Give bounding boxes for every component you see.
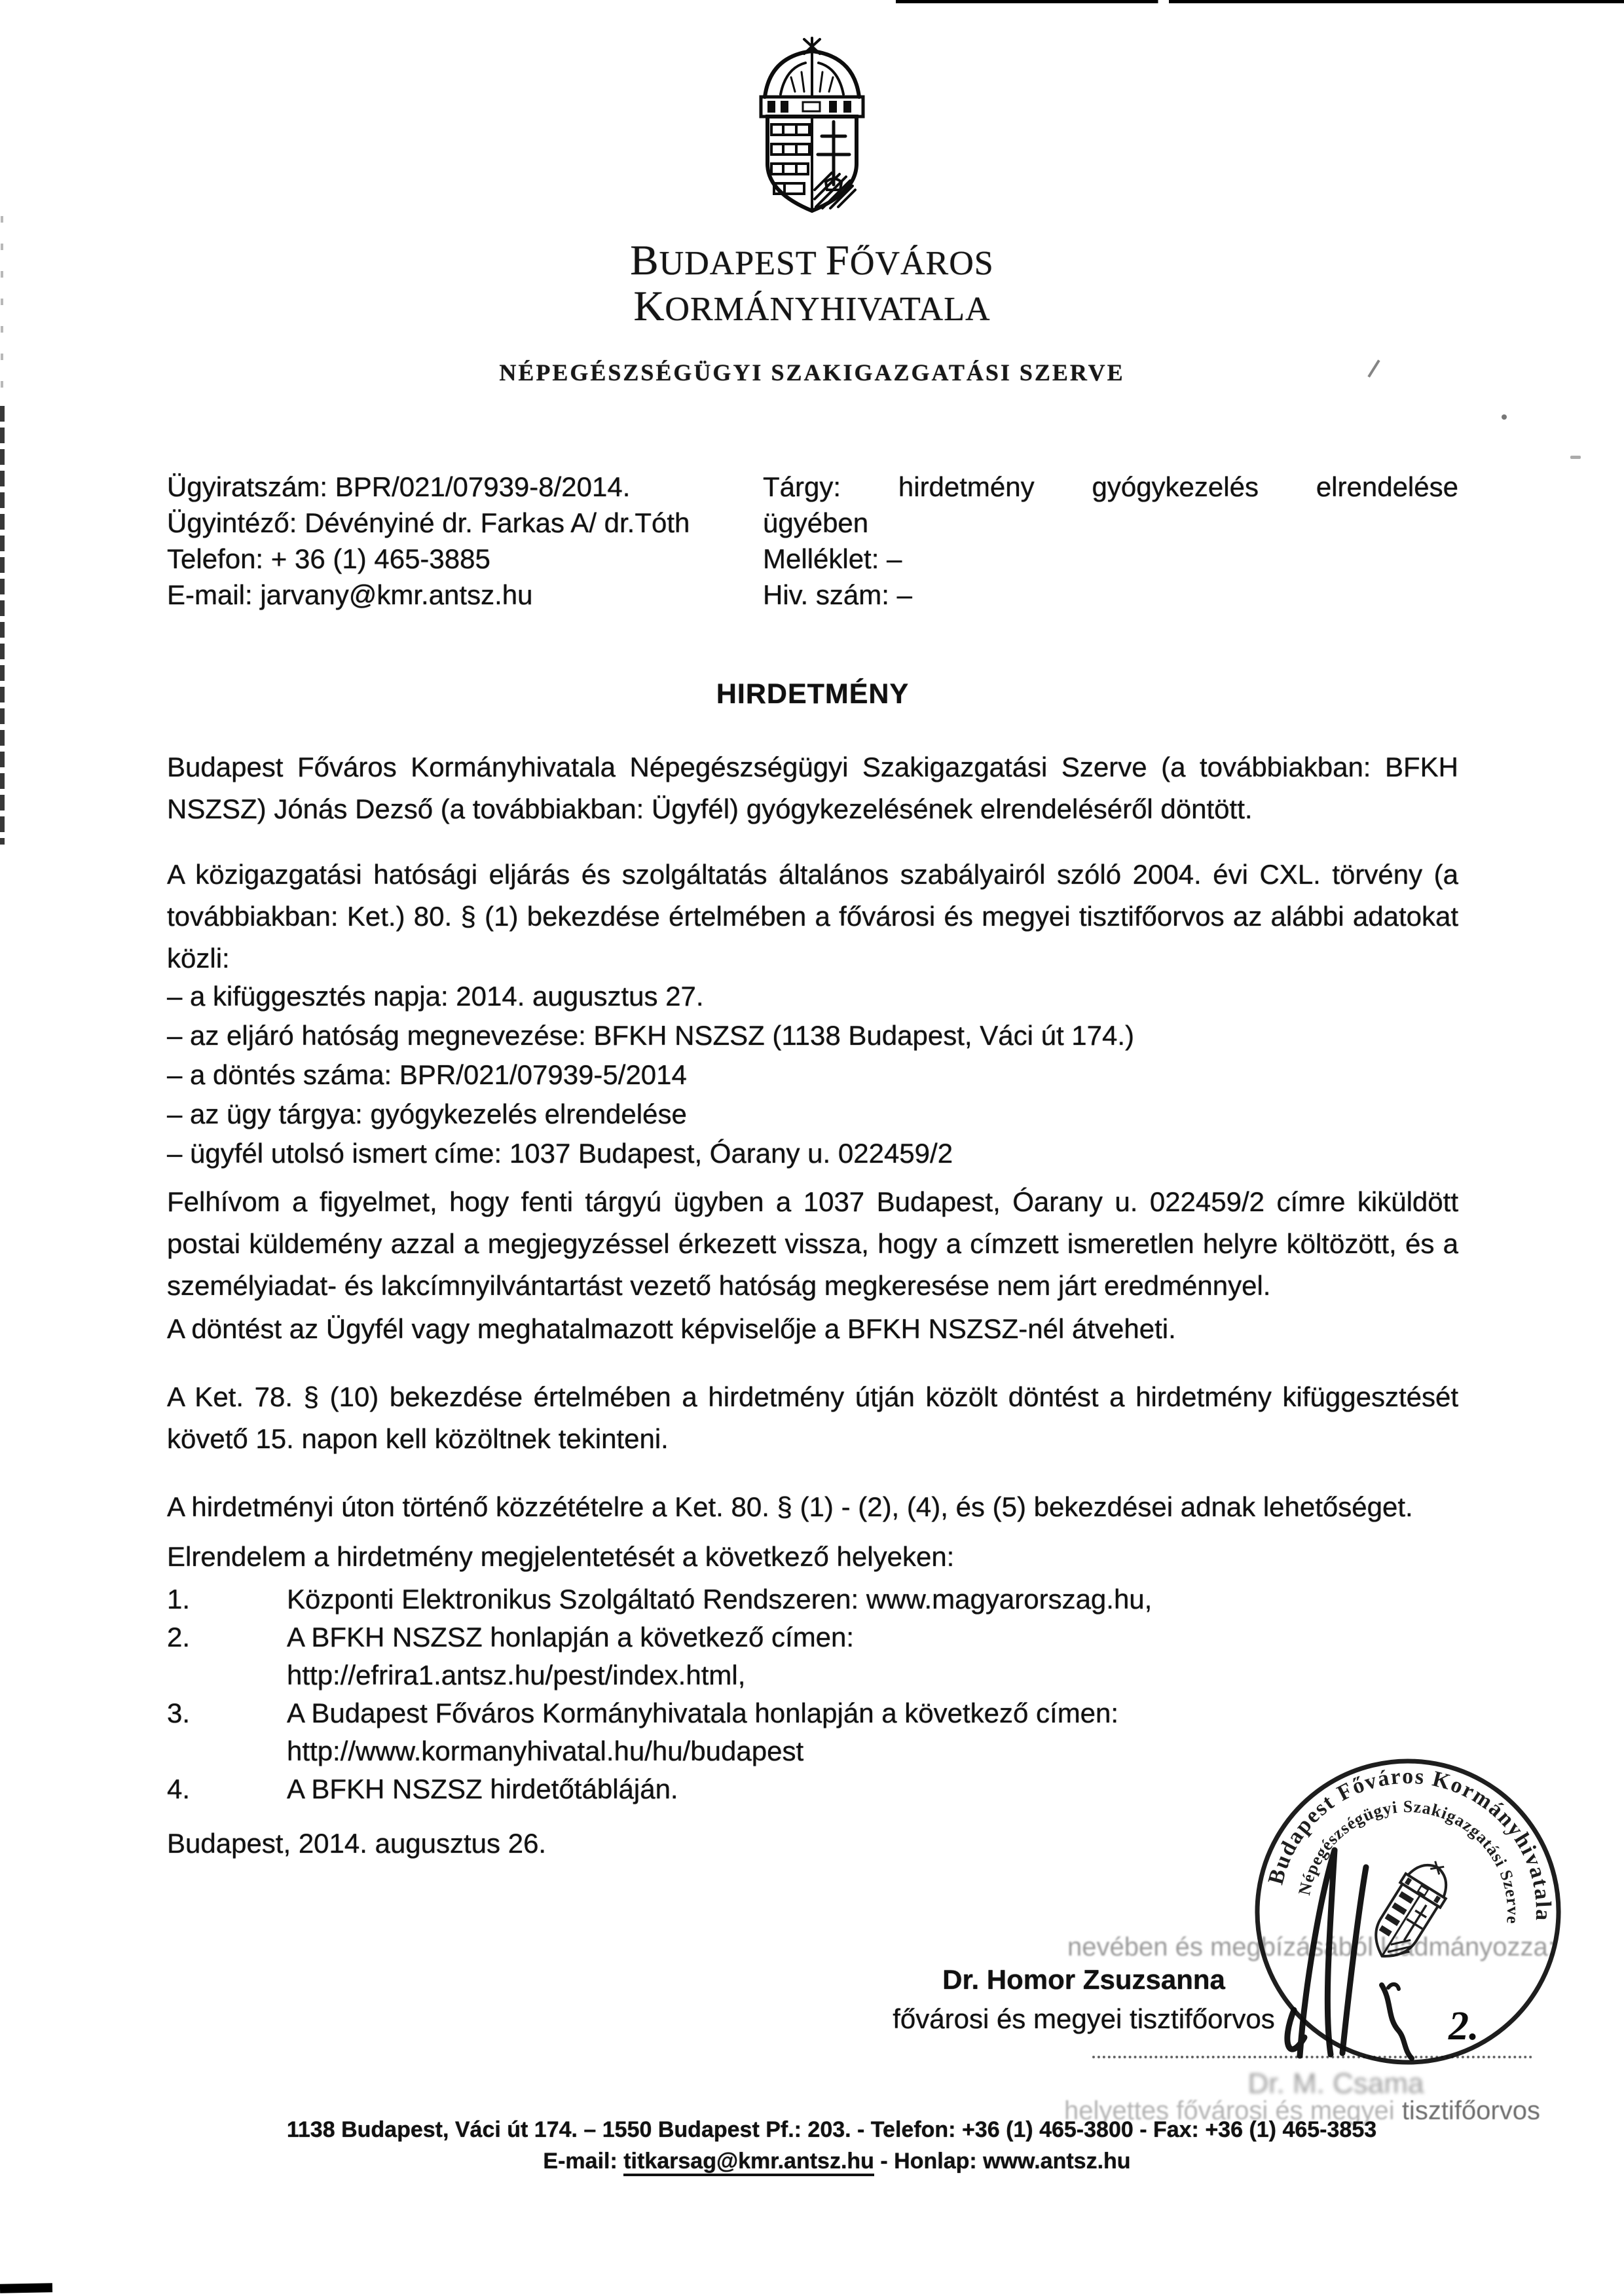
footer-address-line: 1138 Budapest, Váci út 174. – 1550 Budapest Pf.: 203. - Telefon: +36 (1) 465-3800 - Fax: +36 (1) 465-3853 <box>286 2117 1377 2142</box>
numbered-item-url <box>167 1656 1458 1694</box>
list-item: – az ügy tárgya: gyógykezelés elrendelése <box>167 1099 687 1129</box>
paragraph-order-publication: Elrendelem a hirdetmény megjelentetését a következő helyeken: <box>167 1541 955 1572</box>
case-meta-right <box>763 469 1458 613</box>
item-number <box>167 1656 287 1694</box>
attachment-line: Melléklet: – <box>763 543 902 574</box>
footer-homepage: - Honlap: www.antsz.hu <box>874 2149 1131 2174</box>
subject-line <box>763 469 1458 505</box>
numbered-item <box>167 1618 1458 1656</box>
subject-word: elrendelése <box>1316 471 1458 502</box>
item-number: 4. <box>167 1774 191 1804</box>
paragraph-pickup: A döntést az Ügyfél vagy meghatalmazott képviselője a BFKH NSZSZ-nél átveheti. <box>167 1313 1176 1344</box>
scan-speck <box>1570 456 1581 459</box>
date-line: Budapest, 2014. augusztus 26. <box>167 1828 547 1859</box>
numbered-item <box>167 1580 1458 1618</box>
footer-contact-line <box>50 2149 1624 2174</box>
footer-email-label: E-mail: <box>543 2149 624 2174</box>
org-initial: K <box>633 283 665 330</box>
org-name-line2 <box>0 283 1624 330</box>
paragraph-ket-80: A hirdetményi úton történő közzétételre a Ket. 80. § (1) - (2), (4), és (5) bekezdései adnak lehetőséget. <box>167 1491 1413 1522</box>
scan-speck <box>1502 414 1507 420</box>
org-text: ORMÁNYHIVATALA <box>665 291 991 328</box>
item-number: 1. <box>167 1584 191 1614</box>
case-number: Ügyiratszám: BPR/021/07939-8/2014. <box>167 471 631 502</box>
deputy-signer-name-faint: Dr. M. Csama <box>1247 2068 1424 2100</box>
stamp-inner-ring-text: Népegészségügyi Szakigazgatási Szerve <box>1295 1796 1523 1925</box>
case-officer: Ügyintéző: Dévényiné dr. Farkas A/ dr.Tóth <box>167 507 690 538</box>
reference-number-line: Hiv. szám: – <box>763 579 912 610</box>
list-item: – a döntés száma: BPR/021/07939-5/2014 <box>167 1059 687 1090</box>
org-initial: B <box>630 237 659 284</box>
org-name-line1 <box>0 237 1624 284</box>
handwritten-signature <box>1231 1794 1572 2095</box>
list-item: – a kifüggesztés napja: 2014. augusztus 27. <box>167 981 704 1011</box>
org-division-name: NÉPEGÉSZSÉGÜGYI SZAKIGAZGATÁSI SZERVE <box>499 359 1125 386</box>
signer-title: fővárosi és megyei tisztifőorvos <box>893 2003 1275 2034</box>
item-url: http://www.kormanyhivatal.hu/hu/budapest <box>287 1736 804 1766</box>
authorization-faint-line: nevében és megbízásából kiadmányozza: <box>1067 1933 1555 1961</box>
org-text: UDAPEST <box>659 245 826 282</box>
org-initial: F <box>825 237 850 284</box>
item-number: 2. <box>167 1622 191 1652</box>
item-url: http://efrira1.antsz.hu/pest/index.html, <box>287 1660 746 1690</box>
item-number <box>167 1732 287 1770</box>
subject-word: hirdetmény <box>898 471 1035 502</box>
subject-label: Tárgy: <box>763 471 841 502</box>
paragraph-intro: Budapest Főváros Kormányhivatala Népegészségügyi Szakigazgatási Szerve (a továbbiakban: BFKH NSZSZ) Jónás Dezső (a továbbiakban: Ügyfél) gyógykezelésének elrendeléséről döntött. <box>167 752 1458 824</box>
item-text: Központi Elektronikus Szolgáltató Rendszeren: www.magyarorszag.hu, <box>287 1584 1153 1614</box>
footer-email-address: titkarsag@kmr.antsz.hu <box>623 2149 874 2176</box>
case-meta-left <box>167 469 756 613</box>
item-text: A Budapest Főváros Kormányhivatala honlapján a következő címen: <box>287 1698 1119 1728</box>
case-email: E-mail: jarvany@kmr.antsz.hu <box>167 579 533 610</box>
paragraph-ket-78: A Ket. 78. § (10) bekezdése értelmében a hirdetmény útján közölt döntést a hirdetmény kifüggesztését követő 15. napon kell közöltnek tekinteni. <box>167 1381 1458 1454</box>
subject-word: gyógykezelés <box>1092 471 1259 502</box>
deputy-title-dark: tisztifőorvos <box>1401 2096 1540 2125</box>
scan-artifact-left-edge <box>0 406 5 845</box>
numbered-item <box>167 1694 1458 1732</box>
scan-artifact-top-line <box>896 0 1624 3</box>
paragraph-legal-basis: A közigazgatási hatósági eljárás és szolgáltatás általános szabályairól szóló 2004. évi CXL. törvény (a továbbiakban: Ket.) 80. § (1) bekezdése értelmében a fővárosi és megyei tisztifőorvos az alábbi adatokat közli: <box>167 859 1458 974</box>
list-item: – az eljáró hatóság megnevezése: BFKH NSZSZ (1138 Budapest, Váci út 174.) <box>167 1020 1135 1051</box>
handwritten-number: 2. <box>1449 2004 1479 2049</box>
signer-name: Dr. Homor Zsuzsanna <box>942 1964 1225 1995</box>
scan-artifact-bottom-left <box>0 2283 52 2293</box>
list-item: – ügyfél utolsó ismert címe: 1037 Budapest, Óarany u. 022459/2 <box>167 1138 953 1169</box>
item-text: A BFKH NSZSZ honlapján a következő címen: <box>287 1622 855 1652</box>
paragraph-returned-mail: Felhívom a figyelmet, hogy fenti tárgyú ügyben a 1037 Budapest, Óarany u. 022459/2 címre kiküldött postai küldemény azzal a megjegyzéssel érkezett vissza, hogy a címzett ismeretlen helyre költözött, és a személyiadat- és lakcímnyilvántartást vezető hatóság megkeresése nem járt eredménnyel. <box>167 1186 1458 1301</box>
subject-line2: ügyében <box>763 507 869 538</box>
item-text: A BFKH NSZSZ hirdetőtábláján. <box>287 1774 678 1804</box>
item-number: 3. <box>167 1698 191 1728</box>
deputy-title-faint: helyettes fővárosi és megyei <box>1064 2096 1402 2125</box>
published-data-list <box>167 977 1458 1173</box>
org-text: ŐVÁROS <box>849 245 994 282</box>
hungary-coat-of-arms-icon <box>674 34 950 221</box>
stamp-outer-ring-text: Budapest Főváros Kormányhivatala <box>1263 1764 1556 1922</box>
document-title: HIRDETMÉNY <box>716 678 910 710</box>
case-phone: Telefon: + 36 (1) 465-3885 <box>167 543 490 574</box>
